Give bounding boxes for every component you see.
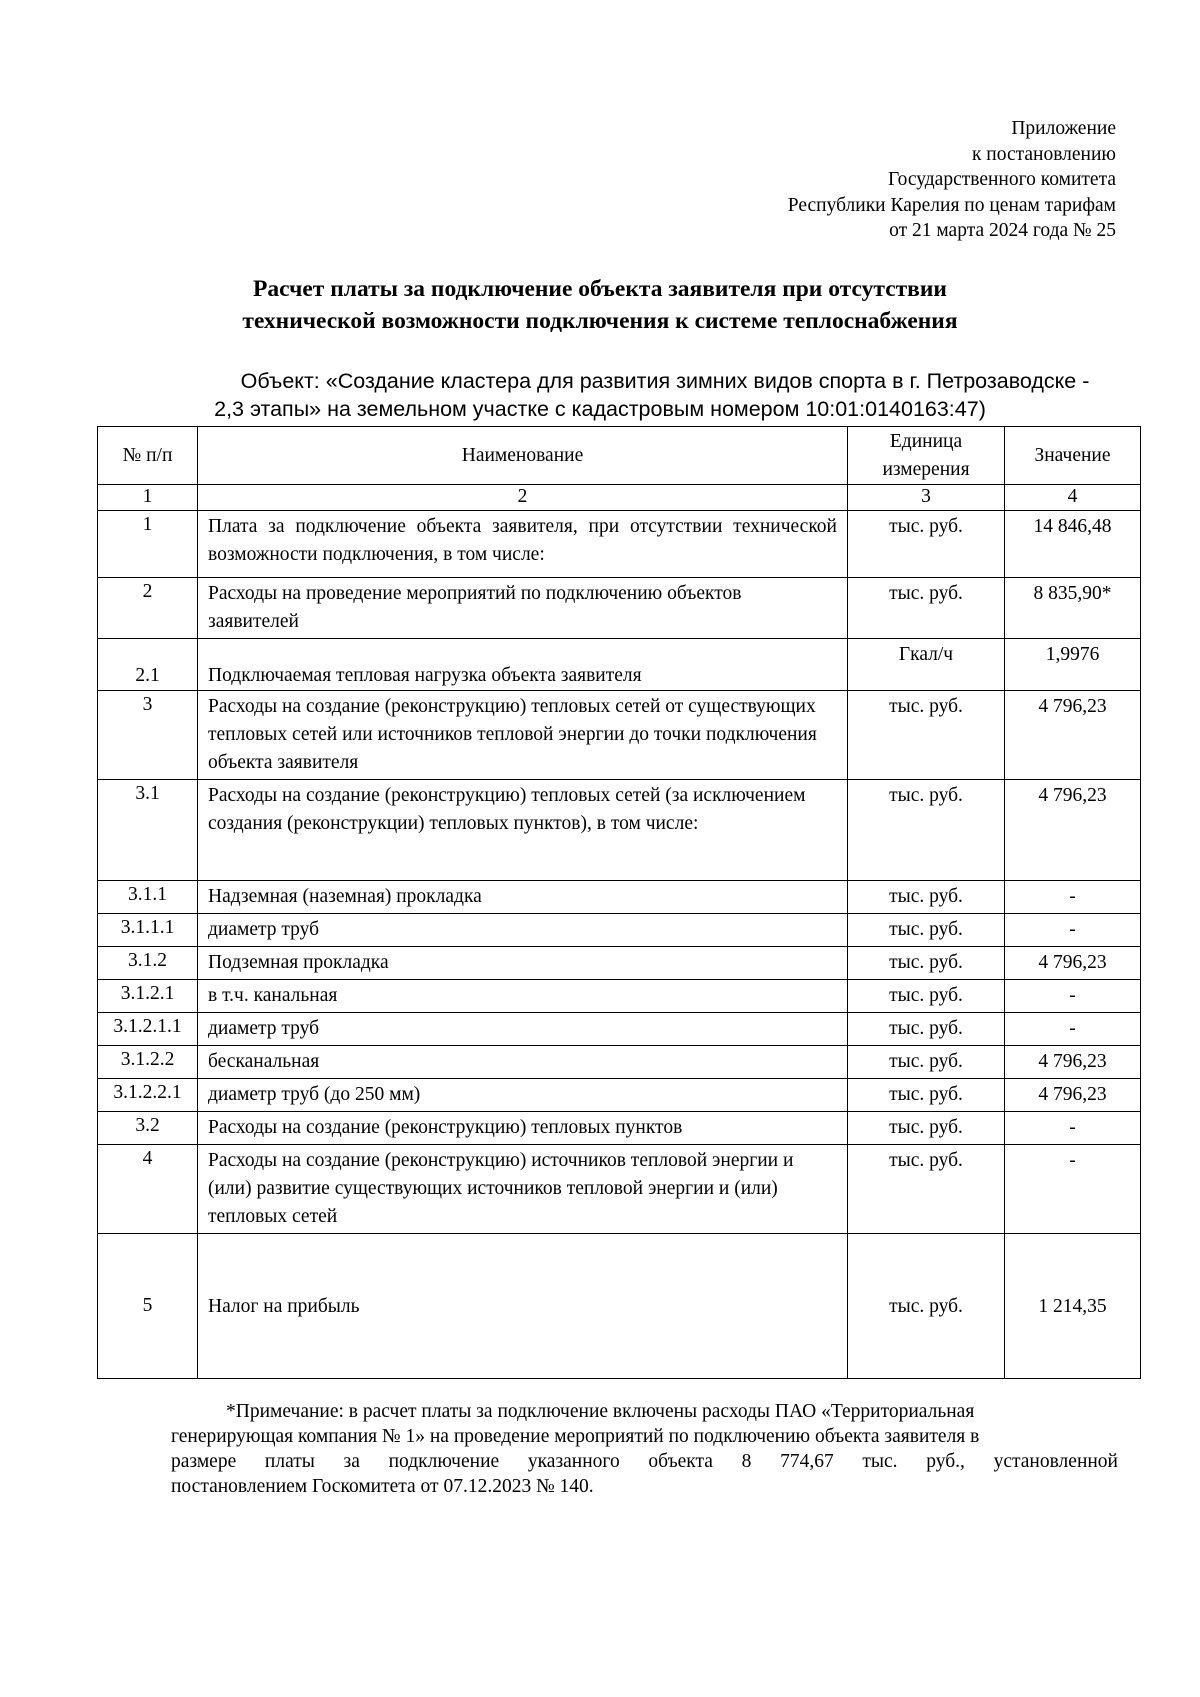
- object-line: 2,3 этапы» на земельном участке с кадастровым номером 10:01:0140163:47): [214, 397, 986, 421]
- table-row: [98, 1234, 1141, 1379]
- table-row: [98, 1145, 1141, 1234]
- row-unit: тыс. руб.: [848, 780, 1005, 881]
- row-unit: тыс. руб.: [848, 947, 1005, 980]
- row-name: диаметр труб (до 250 мм): [198, 1079, 848, 1112]
- row-value: 4 796,23: [1005, 1079, 1141, 1112]
- title-line: Расчет платы за подключение объекта заявителя при отсутствии: [253, 276, 947, 302]
- row-value: 14 846,48: [1005, 511, 1141, 578]
- row-value: 8 835,90*: [1005, 578, 1141, 639]
- row-num: 1: [98, 511, 198, 578]
- table-row: [98, 914, 1141, 947]
- appendix-line: Приложение: [1011, 118, 1116, 139]
- header-value: Значение: [1005, 427, 1141, 485]
- row-value: 1,9976: [1005, 639, 1141, 691]
- row-value: -: [1005, 980, 1141, 1013]
- row-name: в т.ч. канальная: [198, 980, 848, 1013]
- footnote-line: *Примечание: в расчет платы за подключение включены расходы ПАО «Территориальная: [226, 1401, 975, 1422]
- row-num: 3.1.2: [98, 947, 198, 980]
- row-num: 3: [98, 691, 198, 780]
- row-unit: тыс. руб.: [848, 1112, 1005, 1145]
- row-name: бесканальная: [198, 1046, 848, 1079]
- header-num: № п/п: [98, 427, 198, 485]
- table-row: [98, 947, 1141, 980]
- table-row: [98, 780, 1141, 881]
- row-value: 4 796,23: [1005, 780, 1141, 881]
- appendix-line: от 21 марта 2024 года № 25: [889, 220, 1116, 241]
- row-unit: тыс. руб.: [848, 1145, 1005, 1234]
- row-unit: тыс. руб.: [848, 691, 1005, 780]
- row-unit: Гкал/ч: [848, 639, 1005, 691]
- index-cell: 1: [98, 485, 198, 511]
- row-unit: тыс. руб.: [848, 1234, 1005, 1379]
- table-row: [98, 1046, 1141, 1079]
- appendix-header: [788, 116, 1116, 244]
- row-value: -: [1005, 881, 1141, 914]
- header-name: Наименование: [198, 427, 848, 485]
- row-value: -: [1005, 1145, 1141, 1234]
- row-name: Подземная прокладка: [198, 947, 848, 980]
- row-num: 3.1.1: [98, 881, 198, 914]
- table-row: [98, 1079, 1141, 1112]
- row-unit: тыс. руб.: [848, 980, 1005, 1013]
- footnote-line: генерирующая компания № 1» на проведение мероприятий по подключению объекта заявителя в: [171, 1426, 980, 1447]
- document-title: [100, 273, 1100, 337]
- calculation-table: [97, 426, 1141, 1379]
- row-name: Расходы на создание (реконструкцию) тепловых сетей (за исключением создания (реконструкции) тепловых пунктов), в том числе:: [198, 780, 848, 881]
- row-value: -: [1005, 1112, 1141, 1145]
- row-name: Надземная (наземная) прокладка: [198, 881, 848, 914]
- row-num: 5: [98, 1234, 198, 1379]
- row-name: Расходы на создание (реконструкцию) тепловых пунктов: [198, 1112, 848, 1145]
- index-cell: 4: [1005, 485, 1141, 511]
- header-unit: Единица измерения: [848, 427, 1005, 485]
- row-num: 3.1.2.2: [98, 1046, 198, 1079]
- row-name: Плата за подключение объекта заявителя, при отсутствии технической возможности подключения, в том числе:: [198, 511, 848, 578]
- row-name: Расходы на создание (реконструкцию) источников тепловой энергии и (или) развитие существующих источников тепловой энергии и (или) тепловых сетей: [198, 1145, 848, 1234]
- footnote-line: постановлением Госкомитета от 07.12.2023 № 140.: [171, 1476, 594, 1497]
- row-value: 4 796,23: [1005, 691, 1141, 780]
- table-row: [98, 1013, 1141, 1046]
- table-row: [98, 1112, 1141, 1145]
- row-unit: тыс. руб.: [848, 881, 1005, 914]
- row-value: -: [1005, 914, 1141, 947]
- row-name: Расходы на проведение мероприятий по подключению объектов заявителей: [198, 578, 848, 639]
- appendix-line: Государственного комитета: [888, 169, 1116, 190]
- footnote: [171, 1399, 1118, 1499]
- table-row: [98, 511, 1141, 578]
- table-row: [98, 691, 1141, 780]
- row-unit: тыс. руб.: [848, 914, 1005, 947]
- table-row: [98, 578, 1141, 639]
- row-unit: тыс. руб.: [848, 1079, 1005, 1112]
- row-num: 2: [98, 578, 198, 639]
- row-num: 3.1.1.1: [98, 914, 198, 947]
- table-row: [98, 980, 1141, 1013]
- row-num: 3.1.2.2.1: [98, 1079, 198, 1112]
- footnote-line: размере платы за подключение указанного объекта 8 774,67 тыс. руб., установленной: [171, 1451, 1118, 1472]
- row-num: 3.2: [98, 1112, 198, 1145]
- object-line: Объект: «Создание кластера для развития зимних видов спорта в г. Петрозаводске -: [240, 369, 1090, 393]
- row-name: диаметр труб: [198, 1013, 848, 1046]
- row-num: 4: [98, 1145, 198, 1234]
- row-name: диаметр труб: [198, 914, 848, 947]
- row-value: 4 796,23: [1005, 947, 1141, 980]
- table-row: [98, 639, 1141, 691]
- object-description: [100, 367, 1100, 423]
- index-cell: 2: [198, 485, 848, 511]
- title-line: технической возможности подключения к системе теплоснабжения: [242, 308, 958, 334]
- row-name: Подключаемая тепловая нагрузка объекта заявителя: [198, 639, 848, 691]
- table-header-row: [98, 427, 1141, 485]
- row-name: Расходы на создание (реконструкцию) тепловых сетей от существующих тепловых сетей или источников тепловой энергии до точки подключения объекта заявителя: [198, 691, 848, 780]
- row-num: 3.1.2.1: [98, 980, 198, 1013]
- table-index-row: [98, 485, 1141, 511]
- appendix-line: к постановлению: [971, 143, 1116, 165]
- appendix-line: Республики Карелия по ценам тарифам: [787, 194, 1116, 216]
- row-num: 3.1: [98, 780, 198, 881]
- row-unit: тыс. руб.: [848, 1046, 1005, 1079]
- row-value: 1 214,35: [1005, 1234, 1141, 1379]
- row-value: 4 796,23: [1005, 1046, 1141, 1079]
- row-num: 3.1.2.1.1: [98, 1013, 198, 1046]
- row-unit: тыс. руб.: [848, 578, 1005, 639]
- index-cell: 3: [848, 485, 1005, 511]
- row-num: 2.1: [98, 639, 198, 691]
- row-unit: тыс. руб.: [848, 1013, 1005, 1046]
- row-value: -: [1005, 1013, 1141, 1046]
- row-name: Налог на прибыль: [198, 1234, 848, 1379]
- table-row: [98, 881, 1141, 914]
- row-unit: тыс. руб.: [848, 511, 1005, 578]
